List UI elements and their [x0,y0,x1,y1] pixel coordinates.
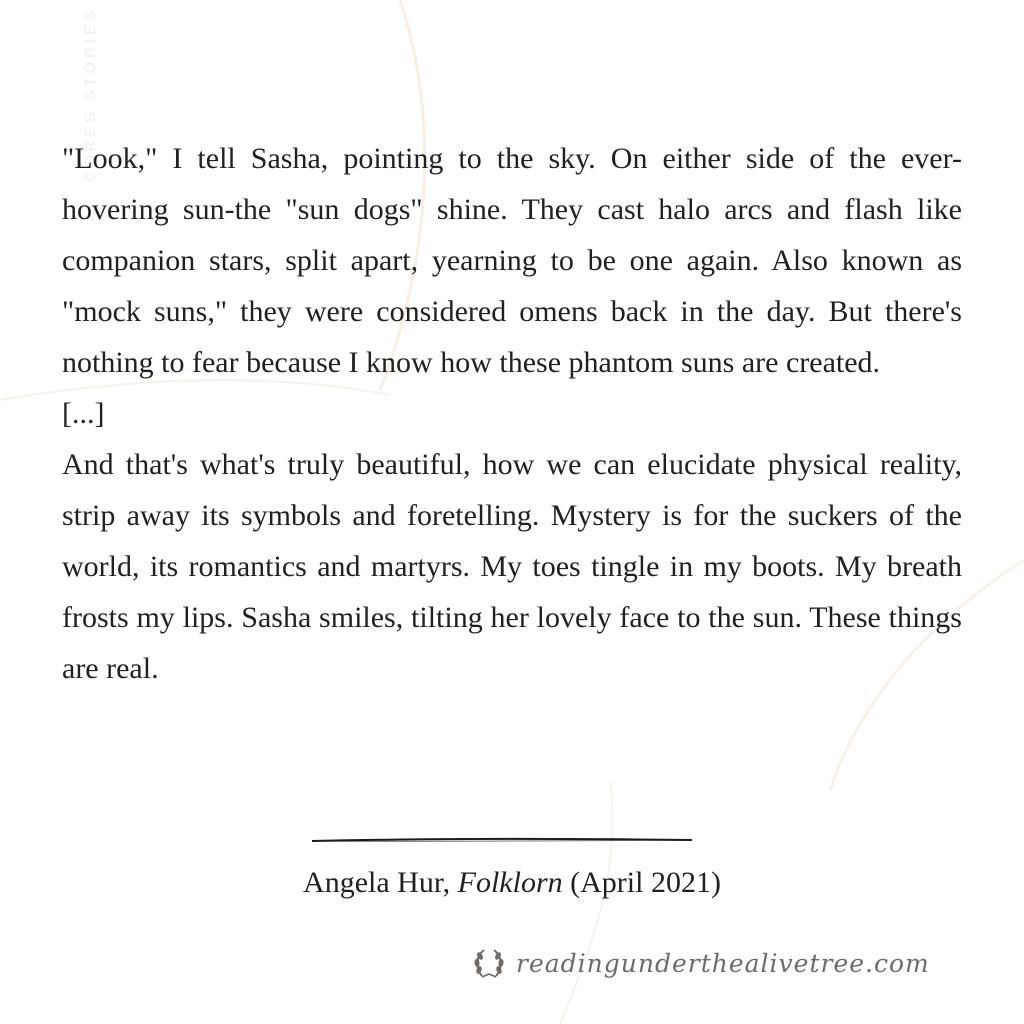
vertical-watermark: CORES STORIES [82,6,99,182]
book-title: Folklorn [457,866,563,899]
quote-paragraph-2: And that's what's truly beautiful, how we can elucidate physical reality, strip away its symbols and foretelling. Mystery is for the suckers of the world, its romantics and martyrs. My toes tingle in my boots. My breath frosts my lips. Sasha smiles, tilting her lovely face to the sun. These things are real. [62,448,962,685]
author-name: Angela Hur, [303,866,458,899]
quote-paragraph-1: "Look," I tell Sasha, pointing to the sky. On either side of the ever-hovering sun-the "sun dogs" shine. They cast halo arcs and flash like companion stars, split apart, yearning to be one again. Also known as "mock suns," they were considered omens back in the day. But there's nothing to fear because I know how these phantom suns are created. [62,142,962,379]
site-url: readingunderthealivetree.com [516,948,930,978]
attribution [0,866,1024,900]
quote-ellipsis: [...] [62,397,105,430]
site-watermark [470,944,930,982]
laurel-wreath-icon [470,944,508,982]
divider-line [310,836,694,844]
publication-date: (April 2021) [562,866,721,899]
quote-text [62,133,962,694]
